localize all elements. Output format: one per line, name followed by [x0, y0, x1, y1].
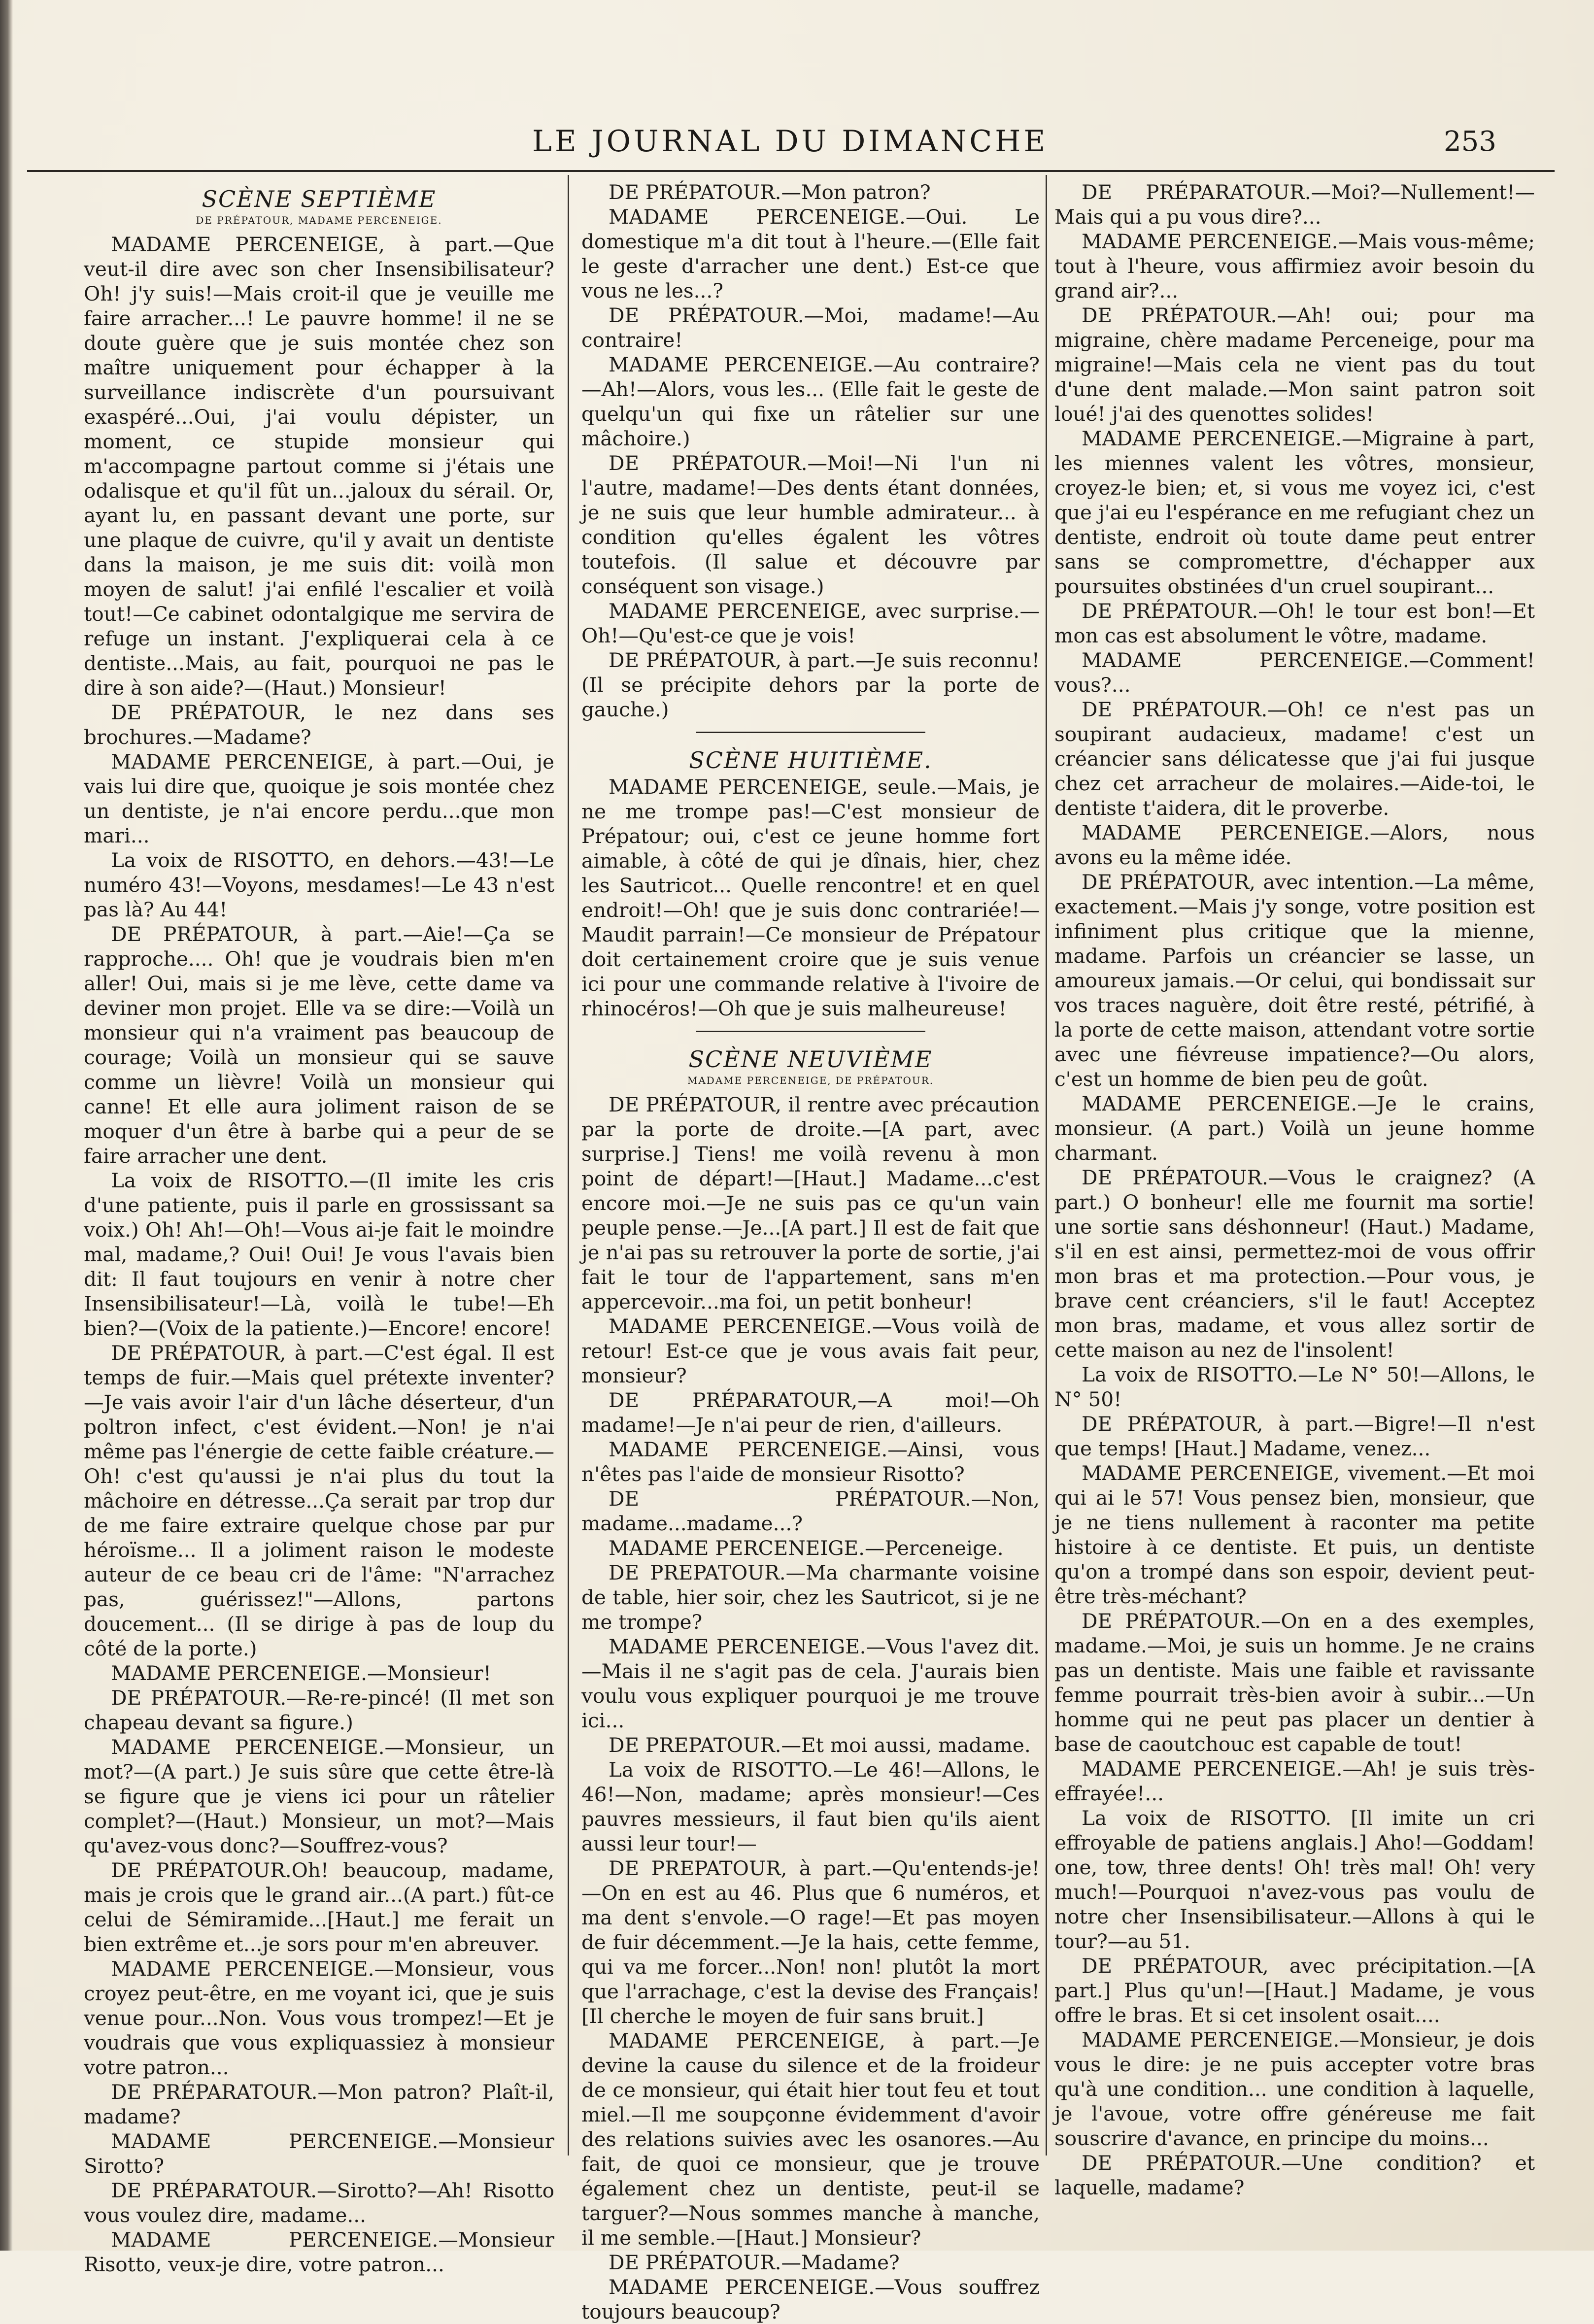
paragraph: DE PRÉPATOUR.—Oh! ce n'est pas un soupirant audacieux, madame! c'est un créancier sans délicatesse que j'ai fui jusque chez cet arracheur de molaires.—Aide-toi, le dentiste t'aidera, dit le proverbe. [1054, 698, 1535, 820]
paragraph: MADAME PERCENEIGE.—Au contraire?—Ah!—Alors, vous les... (Elle fait le geste de quelqu'un qui fixe un râtelier sur une mâchoire.) [581, 353, 1040, 450]
section-rule [696, 732, 925, 733]
column-right [1054, 180, 1535, 2205]
paragraph: DE PRÉPATOUR, à part.—Aie!—Ça se rapproche.... Oh! que je voudrais bien m'en aller! Oui, mais si je me lève, cette dame va deviner mon projet. Elle va se dire:—Voilà un monsieur qui n'a vraiment pas beaucoup de courage; Voilà un monsieur qui se sauve comme un lièvre! Voilà un monsieur qui canne! Et elle aura joliment raison de se moquer d'un être à barbe qui a peur de se faire arracher une dent. [84, 922, 554, 1168]
paragraph: DE PREPATOUR.—Et moi aussi, madame. [609, 1733, 1031, 1757]
paragraph: DE PRÉPARATOUR.—Mon patron? Plaît-il, madame? [84, 2080, 554, 2128]
paragraph: MADAME PERCENEIGE.—Ainsi, vous n'êtes pas l'aide de monsieur Risotto? [581, 1438, 1040, 1486]
page-binding-edge [0, 0, 13, 2251]
paragraph: DE PRÉPATOUR, à part.—C'est égal. Il est temps de fuir.—Mais quel prétexte inventer?—Je vais avoir l'air d'un lâche déserteur, d'un poltron infect, c'est évident.—Non! je n'ai même pas l'énergie de cette faible créature.—Oh! c'est qu'aussi je n'ai plus du tout la mâchoire en détresse...Ça serait par trop dur de me faire extraire quelque chose par pur héroïsme... Il a joliment raison le modeste auteur de ce beau cri de l'âme: "N'arrachez pas, guérissez!"—Allons, partons doucement... (Il se dirige à pas de loup du côté de la porte.) [84, 1341, 554, 1660]
paragraph: La voix de RISOTTO.—Le N° 50!—Allons, le N° 50! [1054, 1363, 1535, 1411]
paragraph: MADAME PERCENEIGE, vivement.—Et moi qui ai le 57! Vous pensez bien, monsieur, que je ne tiens nullement à raconter ma petite histoire à ce dentiste. Et puis, un dentiste qu'on a trompé dans son espoir, devient peut-être très-méchant? [1054, 1461, 1535, 1608]
paragraph: MADAME PERCENEIGE.—Comment! vous?... [1054, 648, 1535, 697]
column-left-text [84, 232, 554, 2277]
section-rule [696, 1031, 925, 1032]
paragraph: DE PRÉPATOUR.—Re-re-pincé! (Il met son chapeau devant sa figure.) [84, 1686, 554, 1734]
paragraph: La voix de RISOTTO.—(Il imite les cris d'une patiente, puis il parle en grossissant sa voix.) Oh! Ah!—Oh!—Vous ai-je fait le moindre mal, madame,? Oui! Oui! Je vous l'avais bien dit: Il faut toujours en venir à notre cher Insensibilisateur!—Là, voilà le tube!—Eh bien?—(Voix de la patiente.)—Encore! encore! [84, 1169, 554, 1340]
paragraph: La voix de RISOTTO. [Il imite un cri effroyable de patiens anglais.] Aho!—Goddam! one, tow, three dents! Oh! très mal! Oh! very much!—Pourquoi n'avez-vous pas voulu de notre cher Insensibilisateur.—Allons à qui le tour?—au 51. [1054, 1806, 1535, 1953]
paragraph: DE PREPATOUR, à part.—Qu'entends-je!—On en est au 46. Plus que 6 numéros, et ma dent s'envole.—O rage!—Et pas moyen de fuir décemment.—Je la hais, cette femme, qui va me forcer...Non! non! plutôt la mort que l'arrachage, c'est la devise des Français! [Il cherche le moyen de fuir sans bruit.] [581, 1856, 1040, 2028]
paragraph: La voix de RISOTTO, en dehors.—43!—Le numéro 43!—Voyons, mesdames!—Le 43 n'est pas là? Au 44! [84, 848, 554, 921]
paragraph: MADAME PERCENEIGE.—Je le crains, monsieur. (A part.) Voilà un jeune homme charmant. [1054, 1092, 1535, 1165]
paragraph: MADAME PERCENEIGE.—Monsieur Sirotto? [84, 2129, 554, 2178]
paragraph: DE PRÉPATOUR.—Une condition? et laquelle, madame? [1054, 2151, 1535, 2199]
scene-cast: DE PRÉPATOUR, MADAME PERCENEIGE. [196, 214, 442, 226]
paragraph: DE PRÉPATOUR, à part.—Je suis reconnu! (Il se précipite dehors par la porte de gauche.) [581, 648, 1040, 721]
paragraph: MADAME PERCENEIGE.—Ah! je suis très-effrayée!... [1054, 1757, 1535, 1805]
paragraph: DE PRÉPATOUR.—Ah! oui; pour ma migraine, chère madame Perceneige, pour ma migraine!—Mais cela ne vient pas du tout d'une dent malade.—Mon saint patron soit loué! j'ai des quenottes solides! [1054, 303, 1535, 426]
paragraph: DE PRÉPATOUR.—Moi!—Ni l'un ni l'autre, madame!—Des dents étant données, je ne suis que leur humble admirateur... à condition qu'elles égalent les vôtres toutefois. (Il salue et découvre par conséquent son visage.) [581, 451, 1040, 598]
column-middle-text-bottom [581, 1092, 1040, 2324]
paragraph: DE PRÉPATOUR.—Moi, madame!—Au contraire! [581, 303, 1040, 352]
paragraph: La voix de RISOTTO.—Le 46!—Allons, le 46!—Non, madame; après monsieur!—Ces pauvres messieurs, il faut bien qu'ils aient aussi leur tour!— [581, 1758, 1040, 1855]
paragraph: DE PRÉPATOUR.Oh! beaucoup, madame, mais je crois que le grand air...(A part.) fût-ce celui de Sémiramide...[Haut.] me ferait un bien extrême et...je sors pour m'en abreuver. [84, 1858, 554, 1956]
paragraph: MADAME PERCENEIGE.—Monsieur, un mot?—(A part.) Je suis sûre que cette être-là se figure que je viens ici pour un râtelier complet?—(Haut.) Monsieur, un mot?—Mais qu'avez-vous donc?—Souffrez-vous? [84, 1735, 554, 1857]
paragraph: MADAME PERCENEIGE.—Vous l'avez dit.—Mais il ne s'agit pas de cela. J'aurais bien voulu vous expliquer pourquoi je me trouve ici... [581, 1635, 1040, 1732]
paragraph: MADAME PERCENEIGE, à part.—Je devine la cause du silence et de la froideur de ce monsieur, qui était hier tout feu et tout miel.—Il me soupçonne évidemment d'avoir des relations suivies avec les osanores.—Au fait, de quoi ce monsieur, que je trouve également chez un dentiste, peut-il se targuer?—Nous sommes manche à manche, il me semble.—[Haut.] Monsieur? [581, 2029, 1040, 2250]
paragraph: MADAME PERCENEIGE.—Monsieur, je dois vous le dire: je ne puis accepter votre bras qu'à une condition... une condition à laquelle, je l'avoue, votre offre généreuse me fait souscrire d'avance, en principe du moins... [1054, 2028, 1535, 2150]
paragraph: DE PRÉPATOUR.—Madame? [609, 2251, 900, 2274]
column-divider [568, 175, 569, 2156]
paragraph: MADAME PERCENEIGE.—Alors, nous avons eu la même idée. [1054, 821, 1535, 869]
paragraph: DE PRÉPATOUR, à part.—Bigre!—Il n'est que temps! [Haut.] Madame, venez... [1054, 1412, 1535, 1460]
column-right-text [1054, 180, 1535, 2200]
paragraph: DE PRÉPATOUR, avec intention.—La même, exactement.—Mais j'y songe, votre position est infiniment plus critique que la mienne, madame. Parfois un créancier se lasse, un amoureux jamais.—Or celui, qui bondissait sur vos traces naguère, doit être resté, pétrifié, à la porte de cette maison, attendant votre sortie avec une fiévreuse impatience?—Ou alors, c'est un homme de bien peu de goût. [1054, 870, 1535, 1091]
column-middle-text-mid [581, 775, 1040, 1021]
paragraph: MADAME PERCENEIGE.—Mais vous-même; tout à l'heure, vous affirmiez avoir besoin du grand air?... [1054, 230, 1535, 303]
paragraph: MADAME PERCENEIGE, avec surprise.—Oh!—Qu'est-ce que je vois! [581, 599, 1040, 647]
scene-cast: MADAME PERCENEIGE, DE PRÉPATOUR. [687, 1075, 934, 1086]
paragraph: DE PRÉPARATOUR.—Moi?—Nullement!—Mais qui a pu vous dire?... [1054, 180, 1535, 229]
paragraph: DE PRÉPATOUR, le nez dans ses brochures.—Madame? [84, 701, 554, 749]
paragraph: DE PRÉPARATOUR,—A moi!—Oh madame!—Je n'ai peur de rien, d'ailleurs. [581, 1388, 1040, 1437]
scene-title: SCÈNE NEUVIÈME [688, 1046, 933, 1073]
paragraph: MADAME PERCENEIGE.—Monsieur Risotto, veux-je dire, votre patron... [84, 2228, 554, 2276]
paragraph: DE PRÉPATOUR.—Vous le craignez? (A part.) O bonheur! elle me fournit ma sortie! une sortie sans déshonneur! (Haut.) Madame, s'il en est ainsi, permettez-moi de vous offrir mon bras et ma protection.—Pour vous, je brave cent créanciers, s'il le faut! Acceptez mon bras, madame, et vous allez sortir de cette maison au nez de l'insolent! [1054, 1166, 1535, 1362]
paragraph: DE PRÉPATOUR, avec précipitation.—[A part.] Plus qu'un!—[Haut.] Madame, je vous offre le bras. Et si cet insolent osait.... [1054, 1954, 1535, 2027]
paragraph: MADAME PERCENEIGE.—Perceneige. [609, 1536, 1004, 1560]
paragraph: DE PRÉPATOUR.—On en a des exemples, madame.—Moi, je suis un homme. Je ne crains pas un dentiste. Mais une faible et ravissante femme pourrait très-bien avoir à subir...—Un homme qui ne peut pas placer un dentier à base de caoutchouc est capable de tout! [1054, 1609, 1535, 1756]
paragraph: DE PRÉPATOUR.—Oh! le tour est bon!—Et mon cas est absolument le vôtre, madame. [1054, 599, 1535, 647]
paragraph: MADAME PERCENEIGE.—Migraine à part, les miennes valent les vôtres, monsieur, croyez-le bien; et, si vous me voyez ici, c'est que j'ai eu l'espérance en me refugiant chez un dentiste, endroit où toute dame peut entrer sans se compromettre, d'échapper aux poursuites obstinées d'un cruel soupirant... [1054, 427, 1535, 598]
paragraph: MADAME PERCENEIGE.—Oui. Le domestique m'a dit tout à l'heure.—(Elle fait le geste d'arracher une dent.) Est-ce que vous ne les...? [581, 205, 1040, 303]
paragraph: DE PRÉPATOUR.—Non, madame...madame...? [581, 1487, 1040, 1535]
column-middle-text-top [581, 180, 1040, 722]
paragraph: MADAME PERCENEIGE.—Vous voilà de retour! Est-ce que je vous avais fait peur, monsieur? [581, 1314, 1040, 1387]
paragraph: MADAME PERCENEIGE, à part.—Que veut-il dire avec son cher Insensibilisateur? Oh! j'y suis!—Mais croit-il que je veuille me faire arracher...! Le pauvre homme! il ne se doute guère que je suis montée chez son maître uniquement pour échapper à la surveillance indiscrète d'un poursuivant exaspéré...Oui, j'ai voulu dépister, un moment, ce stupide monsieur qui m'accompagne partout comme si j'étais une odalisque et qu'il fût un...jaloux du sérail. Or, ayant lu, en passant devant une porte, sur une plaque de cuivre, qu'il y avait un dentiste dans la maison, je me suis dit: voilà mon moyen de salut! j'ai enfilé l'escalier et voilà tout!—Ce cabinet odontalgique me servira de refuge un instant. J'expliquerai cela à ce dentiste...Mais, au fait, pourquoi ne pas le dire à son aide?—(Haut.) Monsieur! [84, 233, 554, 700]
scene-title: SCÈNE SEPTIÈME [202, 186, 437, 212]
paragraph: DE PRÉPATOUR.—Mon patron? [609, 180, 931, 204]
paragraph: MADAME PERCENEIGE.—Vous souffrez toujours beaucoup? [581, 2275, 1040, 2324]
running-head: LE JOURNAL DU DIMANCHE [532, 124, 1049, 159]
paragraph: DE PRÉPARATOUR.—Sirotto?—Ah! Risotto vous voulez dire, madame... [84, 2179, 554, 2227]
paragraph: MADAME PERCENEIGE, à part.—Oui, je vais lui dire que, quoique je sois montée chez un dentiste, je n'ai encore perdu...que mon mari... [84, 750, 554, 847]
page-number: 253 [1444, 126, 1496, 158]
paragraph: MADAME PERCENEIGE, seule.—Mais, je ne me trompe pas!—C'est monsieur de Prépatour; oui, c'est ce jeune homme fort aimable, à côté de qui je dînais, hier, chez les Sautricot... Quelle rencontre! et en quel endroit!—Oh! que je suis donc contrariée!—Maudit parrain!—Ce monsieur de Prépatour doit certainement croire que je suis venue ici pour une commande relative à l'ivoire de rhinocéros!—Oh que je suis malheureuse! [581, 775, 1040, 1020]
column-middle [581, 180, 1040, 2324]
paragraph: DE PREPATOUR.—Ma charmante voisine de table, hier soir, chez les Sautricot, si je ne me trompe? [581, 1561, 1040, 1634]
paragraph: MADAME PERCENEIGE.—Monsieur! [111, 1661, 491, 1685]
paragraph: DE PRÉPATOUR, il rentre avec précaution par la porte de droite.—[A part, avec surprise.] Tiens! me voilà revenu à mon point de départ!—[Haut.] Madame...c'est encore moi.—Je ne suis pas ce qu'un vain peuple pense.—Je...[A part.] Il est de fait que je n'ai pas su retrouver la porte de sortie, j'ai fait le tour de l'appartement, sans m'en appercevoir...ma foi, un petit bonheur! [581, 1093, 1040, 1314]
scene-title: SCÈNE HUITIÈME. [689, 747, 932, 774]
column-divider [1046, 175, 1047, 2156]
header-rule [27, 170, 1555, 172]
column-left [84, 180, 554, 2276]
paragraph: MADAME PERCENEIGE.—Monsieur, vous croyez peut-être, en me voyant ici, que je suis venue pour...Non. Vous vous trompez!—Et je voudrais que vous expliquassiez à monsieur votre patron... [84, 1957, 554, 2079]
